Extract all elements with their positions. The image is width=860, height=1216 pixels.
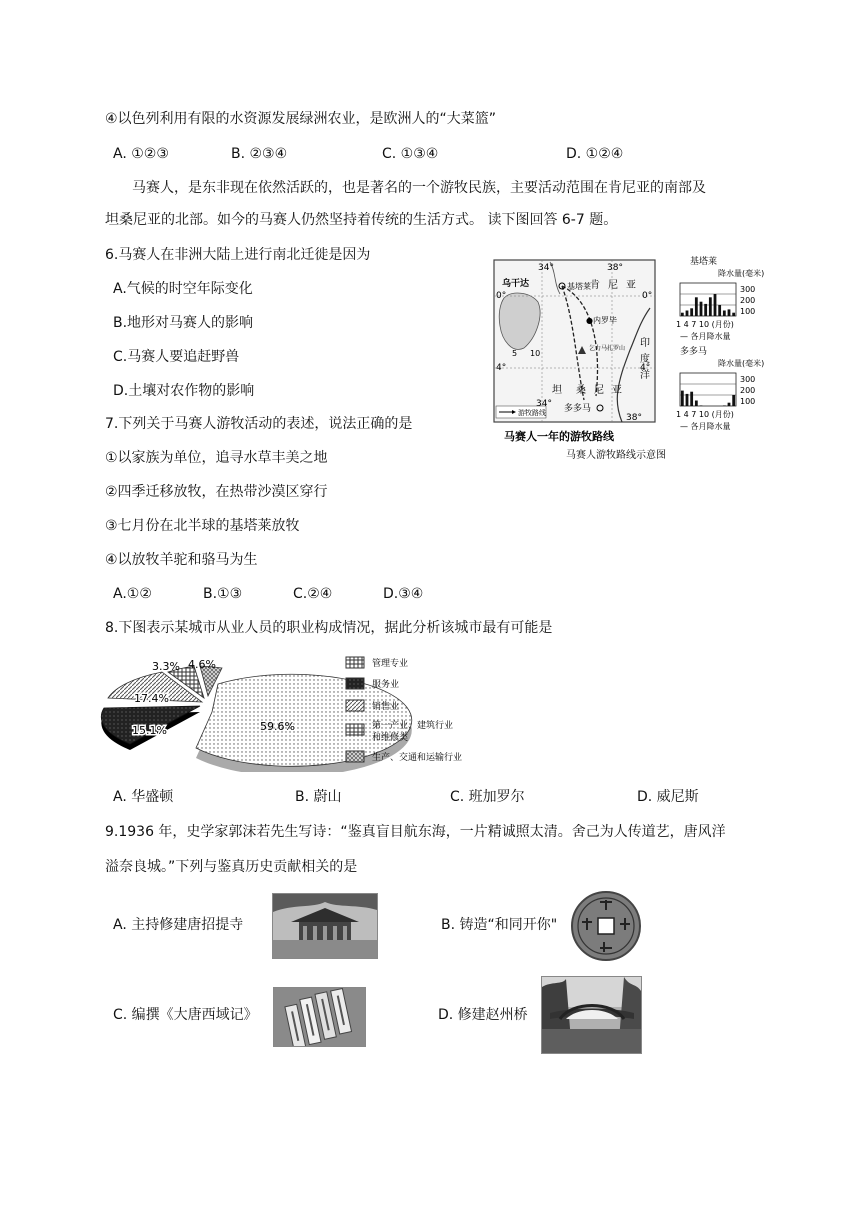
map-scale-10: 10: [530, 349, 541, 358]
map-lat-0: 0°: [496, 291, 507, 301]
q9-option-c[interactable]: C. 编撰《大唐西域记》: [113, 1007, 258, 1023]
chart1-unit: 降水量(毫米): [718, 269, 765, 278]
pie-legend-sales: 销售业: [372, 702, 400, 712]
chart1-bar-month-10: [723, 311, 726, 317]
map-scale-5: 5: [512, 349, 518, 358]
q6-option-b[interactable]: B.地形对马赛人的影响: [113, 315, 254, 331]
chart2-bar-month-1: [681, 391, 684, 406]
masai-map-figure: [490, 250, 786, 465]
chart1-bar-month-4: [695, 297, 698, 316]
q7-option-c[interactable]: C.②④: [293, 586, 333, 602]
q7-stem: 7.下列关于马赛人游牧活动的表述，说法正确的是: [105, 416, 413, 432]
q6-option-c[interactable]: C.马赛人要追赶野兽: [113, 349, 240, 365]
chart2-unit: 降水量(毫米): [718, 359, 765, 368]
chart2-ytick-200: 200: [740, 386, 756, 395]
chart2-bar-month-3: [690, 392, 693, 406]
q7-statement-4: ④以放牧羊驼和骆马为生: [105, 552, 258, 568]
pie-label-4.6: 4.6%: [188, 658, 216, 671]
map-label-tanzania-4: 亚: [612, 385, 622, 396]
chart2-bar-month-2: [686, 394, 689, 406]
chart2-ytick-300: 300: [740, 375, 756, 384]
chart2-bar-month-11: [728, 403, 731, 406]
map-label-tanzania-2: 桑: [576, 385, 586, 396]
q9-option-a[interactable]: A. 主持修建唐招提寺: [113, 917, 244, 933]
q8-option-b[interactable]: B. 蔚山: [295, 789, 342, 805]
chart1-bar-month-3: [690, 308, 693, 316]
chart2-bar-month-4: [695, 401, 698, 407]
map-caption-1: 马赛人一年的游牧路线: [504, 430, 614, 443]
q5-option-b[interactable]: B. ②③④: [231, 146, 288, 162]
map-caption-2: 马赛人游牧路线示意图: [566, 450, 666, 461]
q5-option-c[interactable]: C. ①③④: [382, 146, 439, 162]
chart1-frame: [680, 283, 736, 316]
datang-xiyuji-book-image: [273, 987, 366, 1047]
chart1-plot: [680, 283, 736, 316]
map-legend-route: 游牧路线: [518, 409, 546, 417]
chart1-bar-month-12: [732, 313, 735, 316]
q7-statement-1: ①以家族为单位，追寻水草丰美之地: [105, 450, 328, 466]
pie-legend-management: 管理专业: [372, 659, 409, 669]
q8-stem: 8.下图表示某城市从业人员的职业构成情况，据此分析该城市最有可能是: [105, 620, 553, 636]
chart1-bar-month-7: [709, 297, 712, 316]
hetong-kaizhen-coin-image: [570, 890, 642, 962]
map-label-ocean-2: 度: [640, 354, 650, 365]
map-label-tanzania-1: 坦: [552, 385, 562, 396]
chart2-title: 多多马: [680, 347, 708, 357]
q6-option-a[interactable]: A.气候的时空年际变化: [113, 281, 253, 297]
q7-statement-2: ②四季迁移放牧，在热带沙漠区穿行: [105, 484, 328, 500]
chart1-title: 基塔莱: [690, 257, 718, 267]
chart1-ytick-300: 300: [740, 285, 756, 294]
pie-legend-production: 生产、交通和运输行业: [372, 753, 463, 763]
q8-option-d[interactable]: D. 威尼斯: [637, 789, 699, 805]
q9-stem-1: 9.1936 年，史学家郭沫若先生写诗：“鉴真盲目航东海，一片精诚照太清。舍己为人传道艺，唐风洋: [105, 824, 726, 840]
map-label-tanzania-3: 尼: [594, 385, 604, 396]
passage-line-2: 坦桑尼亚的北部。如今的马赛人仍然坚持着传统的生活方式。 读下图回答 6-7 题。: [105, 212, 618, 228]
map-label-dodoma: 多多马: [564, 404, 592, 414]
chart1-bar-month-1: [681, 313, 684, 316]
chart2-ytick-100: 100: [740, 397, 756, 406]
q6-option-d[interactable]: D.土壤对农作物的影响: [113, 383, 255, 399]
pie-label-17.4: 17.4%: [134, 692, 169, 705]
chart2-legend: — 各月降水量: [680, 422, 731, 431]
chart2-plot: [680, 373, 736, 406]
map-lat-4-right: 4°: [640, 363, 651, 373]
chart2-bar-month-12: [732, 395, 735, 406]
chart1-bar-month-2: [686, 311, 689, 317]
chart1-bar-month-11: [728, 309, 731, 316]
pie-label-3.3: 3.3%: [152, 660, 180, 673]
chart2-bar-month-10: [723, 405, 726, 406]
q5-option-d[interactable]: D. ①②④: [566, 146, 624, 162]
pie-label-15.1: 15.1%: [132, 724, 167, 737]
map-label-jitalai: 基塔莱: [567, 282, 591, 291]
map-lon-34: 34°: [538, 263, 554, 273]
passage-line-1: 马赛人，是东非现在依然活跃的，也是著名的一个游牧民族，主要活动范围在肯尼亚的南部及: [132, 180, 706, 196]
map-lon-38-bottom: 38°: [626, 413, 642, 423]
map-lon-34-bottom: 34°: [536, 399, 552, 409]
chart1-bar-month-5: [700, 302, 703, 316]
chart2-bar-month-5: [700, 405, 703, 406]
map-label-kenya-1: 肯: [590, 280, 600, 291]
q5-option-a[interactable]: A. ①②③: [113, 146, 169, 162]
map-label-kenya-3: 亚: [626, 280, 636, 291]
map-lon-38: 38°: [607, 263, 623, 273]
pie-label-59.6: 59.6%: [260, 720, 295, 733]
map-lat-4: 4°: [496, 363, 507, 373]
pie-legend-primary-2: 和维修类: [372, 733, 409, 743]
q6-stem: 6.马赛人在非洲大陆上进行南北迁徙是因为: [105, 247, 371, 263]
pie-legend-primary-1: 第一产业、建筑行业: [372, 721, 454, 731]
q7-option-d[interactable]: D.③④: [383, 586, 424, 602]
chart1-ytick-200: 200: [740, 296, 756, 305]
map-label-ocean-3: 洋: [640, 370, 650, 381]
occupation-pie-figure: [100, 650, 520, 772]
chart1-bar-month-8: [714, 294, 717, 316]
map-label-uganda: 乌干达: [502, 279, 530, 289]
zhaozhou-bridge-image: [541, 976, 642, 1054]
chart1-legend: — 各月降水量: [680, 332, 731, 341]
q7-statement-3: ③七月份在北半球的基塔莱放牧: [105, 518, 300, 534]
map-label-kilimanjaro: 乞力马扎罗山: [589, 345, 626, 352]
chart1-bar-month-9: [718, 305, 721, 316]
q9-option-b[interactable]: B. 铸造“和同开你": [441, 917, 558, 933]
q5-statement-4: ④以色列利用有限的水资源发展绿洲农业，是欧洲人的“大菜篮”: [105, 111, 497, 127]
q8-option-c[interactable]: C. 班加罗尔: [450, 789, 525, 805]
q7-option-b[interactable]: B.①③: [203, 586, 243, 602]
map-label-kenya-2: 尼: [608, 280, 618, 291]
q9-stem-2: 溢奈良城。”下列与鉴真历史贡献相关的是: [105, 859, 358, 875]
map-label-nairobi: ●内罗毕: [586, 316, 617, 325]
q9-option-d[interactable]: D. 修建赵州桥: [438, 1007, 528, 1023]
tang-zhaoti-temple-image: [272, 893, 378, 959]
map-lat-0-right: 0°: [642, 291, 653, 301]
chart2-frame: [680, 373, 736, 406]
chart1-bar-month-6: [704, 304, 707, 316]
pie-legend-service: 服务业: [372, 680, 400, 690]
q8-option-a[interactable]: A. 华盛顿: [113, 789, 174, 805]
chart1-ytick-100: 100: [740, 307, 756, 316]
q7-option-a[interactable]: A.①②: [113, 586, 152, 602]
map-label-ocean-1: 印: [640, 338, 650, 349]
chart2-months: 1 4 7 10 (月份): [676, 410, 734, 419]
chart1-months: 1 4 7 10 (月份): [676, 320, 734, 329]
